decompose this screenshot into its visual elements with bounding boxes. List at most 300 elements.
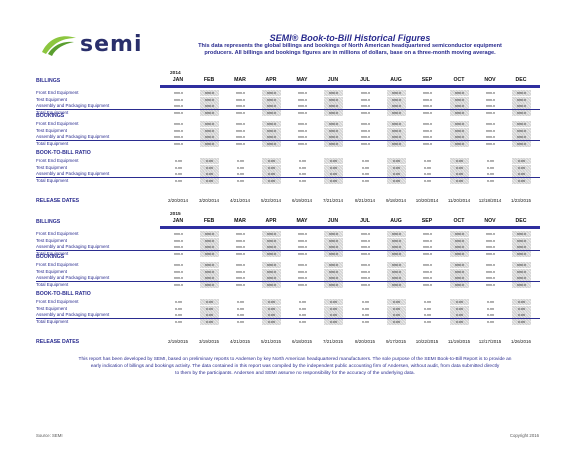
- table-cell: x.xx: [387, 319, 406, 325]
- table-cell: xxx.x: [235, 90, 246, 95]
- table-cell: x.xx: [298, 305, 307, 311]
- table-cell: xxx.x: [262, 90, 281, 96]
- description-line-1: This data represents the global billings and bookings of North American headquartered semiconductor equipment: [198, 43, 502, 49]
- table-cell: xxx.x: [324, 262, 343, 268]
- release-date: 11/19/2015: [447, 339, 471, 344]
- table-cell: xxx.x: [450, 110, 469, 116]
- month-header: MAY: [296, 77, 308, 83]
- table-cell: xxx.x: [512, 121, 531, 127]
- table-cell: x.xx: [387, 171, 406, 177]
- copyright-note: Copyright 2016: [509, 433, 539, 438]
- table-cell: xxx.x: [512, 128, 531, 134]
- release-date: 12/17/2015: [478, 339, 502, 344]
- month-header: MAY: [296, 218, 308, 224]
- row-label: Total Equipment: [36, 281, 69, 287]
- table-cell: xxx.x: [387, 275, 406, 281]
- table-cell: xxx.x: [360, 121, 371, 126]
- row-label: Total Equipment: [36, 109, 69, 115]
- table-cell: x.xx: [361, 312, 370, 317]
- release-date: 2/19/2015: [167, 339, 189, 344]
- release-date: 4/21/2015: [229, 339, 251, 344]
- table-cell: xxx.x: [235, 134, 246, 139]
- month-header: SEP: [421, 77, 433, 83]
- table-cell: xxx.x: [200, 275, 219, 281]
- table-cell: xxx.x: [200, 238, 219, 244]
- year-label: 2014: [170, 71, 181, 76]
- row-label: Front End Equipment: [36, 158, 79, 163]
- table-cell: xxx.x: [297, 262, 308, 267]
- table-cell: xxx.x: [360, 96, 371, 102]
- table-cell: x.xx: [512, 312, 531, 318]
- table-cell: x.xx: [423, 158, 432, 163]
- table-cell: xxx.x: [485, 140, 496, 146]
- table-cell: x.xx: [486, 318, 495, 324]
- month-header: JUN: [327, 77, 339, 83]
- table-cell: xxx.x: [360, 127, 371, 133]
- table-cell: xxx.x: [360, 250, 371, 256]
- table-cell: xxx.x: [387, 238, 406, 244]
- table-cell: x.xx: [361, 305, 370, 311]
- table-cell: xxx.x: [422, 90, 433, 95]
- row-label: Test Equipment: [36, 305, 68, 311]
- table-cell: xxx.x: [387, 97, 406, 103]
- page-title: SEMI® Book-to-Bill Historical Figures: [269, 33, 431, 43]
- row-label: Front End Equipment: [36, 231, 79, 236]
- table-cell: x.xx: [361, 164, 370, 170]
- table-cell: x.xx: [200, 312, 219, 318]
- row-label: Assembly and Packaging Equipment: [36, 244, 110, 249]
- table-cell: xxx.x: [422, 231, 433, 236]
- table-cell: xxx.x: [262, 244, 281, 250]
- row-label: Test Equipment: [36, 96, 68, 102]
- table-cell: xxx.x: [387, 282, 406, 288]
- table-cell: xxx.x: [297, 281, 308, 287]
- table-cell: xxx.x: [324, 128, 343, 134]
- table-cell: xxx.x: [485, 231, 496, 236]
- table-row: [0, 128, 585, 134]
- year-label: 2015: [170, 212, 181, 217]
- table-cell: x.xx: [324, 171, 343, 177]
- table-cell: xxx.x: [262, 275, 281, 281]
- table-row: [0, 97, 585, 103]
- table-cell: x.xx: [262, 165, 281, 171]
- table-cell: xxx.x: [512, 238, 531, 244]
- table-cell: xxx.x: [200, 121, 219, 127]
- table-cell: xxx.x: [485, 262, 496, 267]
- table-cell: x.xx: [174, 164, 183, 170]
- table-cell: xxx.x: [324, 269, 343, 275]
- release-date: 1/26/2016: [510, 339, 532, 344]
- table-cell: x.xx: [236, 305, 245, 311]
- table-cell: xxx.x: [485, 275, 496, 280]
- table-cell: xxx.x: [262, 269, 281, 275]
- table-cell: xxx.x: [512, 141, 531, 147]
- table-cell: x.xx: [236, 158, 245, 163]
- table-cell: x.xx: [486, 171, 495, 176]
- semi-swoosh-icon: [40, 32, 78, 58]
- table-row: [0, 306, 585, 312]
- table-cell: xxx.x: [450, 251, 469, 257]
- table-cell: xxx.x: [324, 231, 343, 237]
- table-cell: xxx.x: [387, 121, 406, 127]
- row-label: Assembly and Packaging Equipment: [36, 103, 110, 108]
- table-cell: xxx.x: [512, 103, 531, 109]
- table-cell: xxx.x: [512, 231, 531, 237]
- table-cell: xxx.x: [422, 281, 433, 287]
- table-cell: x.xx: [486, 177, 495, 183]
- table-cell: xxx.x: [173, 90, 184, 95]
- table-cell: xxx.x: [450, 238, 469, 244]
- table-cell: xxx.x: [200, 269, 219, 275]
- month-header: AUG: [390, 77, 402, 83]
- report-header: [185, 33, 515, 57]
- table-row: [0, 275, 585, 281]
- table-cell: xxx.x: [422, 268, 433, 274]
- table-cell: xxx.x: [422, 244, 433, 249]
- table-cell: x.xx: [298, 171, 307, 176]
- row-label: Assembly and Packaging Equipment: [36, 312, 110, 317]
- table-cell: xxx.x: [297, 90, 308, 95]
- table-cell: xxx.x: [324, 103, 343, 109]
- table-cell: x.xx: [236, 164, 245, 170]
- table-cell: x.xx: [387, 158, 406, 164]
- row-label: Assembly and Packaging Equipment: [36, 134, 110, 139]
- release-date: 5/22/2014: [260, 198, 282, 203]
- table-cell: xxx.x: [200, 262, 219, 268]
- table-cell: xxx.x: [450, 121, 469, 127]
- table-cell: xxx.x: [422, 121, 433, 126]
- table-row: [0, 244, 585, 250]
- table-cell: x.xx: [450, 158, 469, 164]
- table-cell: xxx.x: [262, 134, 281, 140]
- month-header: NOV: [484, 218, 496, 224]
- table-cell: xxx.x: [200, 97, 219, 103]
- table-cell: x.xx: [174, 299, 183, 304]
- release-date: 7/21/2014: [322, 198, 344, 203]
- table-cell: xxx.x: [262, 121, 281, 127]
- month-header: FEB: [203, 218, 215, 224]
- table-cell: xxx.x: [422, 140, 433, 146]
- table-cell: x.xx: [512, 165, 531, 171]
- table-cell: xxx.x: [387, 231, 406, 237]
- table-cell: xxx.x: [360, 90, 371, 95]
- table-row: [0, 103, 585, 109]
- table-cell: x.xx: [262, 319, 281, 325]
- row-label: Test Equipment: [36, 268, 68, 274]
- table-cell: xxx.x: [235, 96, 246, 102]
- table-cell: xxx.x: [512, 251, 531, 257]
- table-row: [0, 282, 585, 288]
- table-cell: xxx.x: [262, 110, 281, 116]
- table-cell: x.xx: [361, 318, 370, 324]
- table-row: [0, 299, 585, 305]
- table-cell: xxx.x: [324, 97, 343, 103]
- month-header: SEP: [421, 218, 433, 224]
- table-cell: xxx.x: [485, 96, 496, 102]
- table-cell: xxx.x: [235, 103, 246, 108]
- table-cell: x.xx: [236, 299, 245, 304]
- table-cell: xxx.x: [324, 238, 343, 244]
- month-header: FEB: [203, 77, 215, 83]
- table-cell: xxx.x: [200, 141, 219, 147]
- table-cell: xxx.x: [262, 262, 281, 268]
- table-cell: xxx.x: [235, 262, 246, 267]
- disclaimer: [60, 356, 530, 377]
- table-cell: xxx.x: [485, 244, 496, 249]
- release-date: 6/19/2014: [291, 198, 313, 203]
- table-cell: xxx.x: [485, 127, 496, 133]
- table-cell: xxx.x: [262, 128, 281, 134]
- table-cell: xxx.x: [387, 251, 406, 257]
- release-date: 8/21/2014: [354, 198, 376, 203]
- month-header: MAR: [234, 218, 246, 224]
- table-cell: xxx.x: [512, 262, 531, 268]
- table-cell: xxx.x: [450, 141, 469, 147]
- table-cell: x.xx: [200, 319, 219, 325]
- row-label: Front End Equipment: [36, 121, 79, 126]
- month-header: NOV: [484, 77, 496, 83]
- table-cell: x.xx: [423, 305, 432, 311]
- table-cell: x.xx: [423, 164, 432, 170]
- table-row: [0, 134, 585, 140]
- table-cell: xxx.x: [235, 231, 246, 236]
- table-row: [0, 178, 585, 184]
- table-row: [0, 141, 585, 147]
- table-cell: xxx.x: [324, 251, 343, 257]
- table-row: [0, 251, 585, 257]
- table-cell: x.xx: [174, 171, 183, 176]
- table-cell: xxx.x: [173, 231, 184, 236]
- table-cell: xxx.x: [297, 244, 308, 249]
- table-cell: xxx.x: [262, 251, 281, 257]
- table-cell: x.xx: [262, 306, 281, 312]
- semi-logo: [40, 30, 150, 58]
- section-label-ratio: BOOK-TO-BILL RATIO: [36, 291, 91, 297]
- table-row: [0, 269, 585, 275]
- table-cell: x.xx: [236, 171, 245, 176]
- table-cell: xxx.x: [173, 268, 184, 274]
- table-cell: xxx.x: [360, 262, 371, 267]
- table-cell: xxx.x: [173, 96, 184, 102]
- table-cell: x.xx: [423, 318, 432, 324]
- table-cell: x.xx: [512, 299, 531, 305]
- row-label: Total Equipment: [36, 250, 69, 256]
- table-cell: x.xx: [298, 164, 307, 170]
- row-label: Front End Equipment: [36, 262, 79, 267]
- table-cell: xxx.x: [235, 244, 246, 249]
- table-cell: xxx.x: [485, 103, 496, 108]
- table-row: [0, 231, 585, 237]
- table-cell: xxx.x: [450, 269, 469, 275]
- row-label: Assembly and Packaging Equipment: [36, 275, 110, 280]
- table-cell: xxx.x: [297, 250, 308, 256]
- table-cell: xxx.x: [512, 244, 531, 250]
- table-cell: x.xx: [324, 299, 343, 305]
- release-dates-row: [0, 339, 585, 346]
- month-header: JUL: [360, 218, 370, 224]
- table-cell: xxx.x: [173, 281, 184, 287]
- table-row: [0, 319, 585, 325]
- table-cell: x.xx: [387, 299, 406, 305]
- table-cell: xxx.x: [387, 90, 406, 96]
- release-date: 9/17/2015: [385, 339, 407, 344]
- table-row: [0, 171, 585, 177]
- row-label: Total Equipment: [36, 318, 69, 324]
- table-cell: x.xx: [361, 158, 370, 163]
- table-cell: xxx.x: [360, 244, 371, 249]
- release-date: 10/22/2015: [415, 339, 439, 344]
- table-cell: x.xx: [486, 158, 495, 163]
- table-cell: xxx.x: [387, 134, 406, 140]
- table-cell: xxx.x: [297, 268, 308, 274]
- table-cell: xxx.x: [324, 121, 343, 127]
- table-cell: x.xx: [298, 177, 307, 183]
- month-header: JUL: [360, 77, 370, 83]
- table-cell: xxx.x: [235, 250, 246, 256]
- table-cell: xxx.x: [200, 103, 219, 109]
- table-cell: x.xx: [423, 171, 432, 176]
- table-cell: xxx.x: [387, 110, 406, 116]
- table-cell: xxx.x: [450, 134, 469, 140]
- release-date: 2/20/2014: [167, 198, 189, 203]
- month-header-row: [0, 77, 585, 85]
- table-cell: x.xx: [361, 171, 370, 176]
- table-cell: xxx.x: [297, 140, 308, 146]
- table-cell: xxx.x: [360, 134, 371, 139]
- table-cell: x.xx: [387, 178, 406, 184]
- release-date: 6/18/2015: [291, 339, 313, 344]
- table-cell: x.xx: [512, 306, 531, 312]
- table-cell: x.xx: [236, 312, 245, 317]
- table-cell: xxx.x: [200, 128, 219, 134]
- release-date: 8/20/2015: [354, 339, 376, 344]
- month-header: AUG: [390, 218, 402, 224]
- logo-wordmark: semi: [80, 32, 143, 57]
- table-cell: x.xx: [200, 171, 219, 177]
- table-cell: x.xx: [387, 306, 406, 312]
- disclaimer-line-3: to them by the participants. Andersen and SEMI assume no responsibility for the accuracy of the underlying data.: [175, 371, 415, 376]
- table-cell: x.xx: [324, 312, 343, 318]
- table-row: [0, 110, 585, 116]
- table-cell: xxx.x: [360, 237, 371, 243]
- table-cell: xxx.x: [200, 90, 219, 96]
- table-cell: xxx.x: [324, 90, 343, 96]
- table-cell: xxx.x: [297, 121, 308, 126]
- table-cell: xxx.x: [450, 128, 469, 134]
- table-row: [0, 312, 585, 318]
- table-cell: x.xx: [450, 178, 469, 184]
- table-cell: xxx.x: [235, 281, 246, 287]
- table-cell: xxx.x: [512, 282, 531, 288]
- table-cell: xxx.x: [360, 231, 371, 236]
- table-cell: x.xx: [324, 178, 343, 184]
- table-cell: xxx.x: [235, 275, 246, 280]
- month-header: APR: [265, 77, 277, 83]
- table-cell: xxx.x: [450, 90, 469, 96]
- release-date: 7/21/2015: [322, 339, 344, 344]
- disclaimer-line-1: This report has been developed by SEMI, based on preliminary reports to Andersen by key North American headquartered manufacturers. The sole purpose of the SEMI Book-to-Bill Report is to provide an: [78, 357, 512, 362]
- release-date: 10/20/2014: [415, 198, 439, 203]
- table-cell: xxx.x: [422, 237, 433, 243]
- table-cell: xxx.x: [422, 275, 433, 280]
- table-row: [0, 165, 585, 171]
- table-cell: x.xx: [236, 318, 245, 324]
- table-cell: x.xx: [387, 165, 406, 171]
- table-cell: xxx.x: [512, 90, 531, 96]
- table-cell: xxx.x: [200, 110, 219, 116]
- section-label-bookings: BOOKINGS: [36, 113, 65, 119]
- row-label: Test Equipment: [36, 164, 68, 170]
- table-cell: xxx.x: [360, 140, 371, 146]
- table-cell: xxx.x: [422, 96, 433, 102]
- release-date: 5/21/2015: [260, 339, 282, 344]
- table-cell: x.xx: [262, 178, 281, 184]
- table-cell: x.xx: [298, 299, 307, 304]
- section-label-release-dates: RELEASE DATES: [36, 198, 80, 204]
- table-cell: xxx.x: [262, 103, 281, 109]
- table-cell: xxx.x: [512, 275, 531, 281]
- month-header: OCT: [453, 218, 465, 224]
- table-cell: xxx.x: [235, 121, 246, 126]
- table-cell: xxx.x: [297, 237, 308, 243]
- table-cell: xxx.x: [235, 268, 246, 274]
- table-cell: x.xx: [512, 319, 531, 325]
- table-cell: xxx.x: [485, 121, 496, 126]
- table-cell: xxx.x: [387, 128, 406, 134]
- table-cell: xxx.x: [485, 281, 496, 287]
- table-cell: xxx.x: [235, 109, 246, 115]
- row-label: Test Equipment: [36, 237, 68, 243]
- table-cell: xxx.x: [450, 275, 469, 281]
- table-cell: xxx.x: [387, 262, 406, 268]
- table-cell: xxx.x: [360, 103, 371, 108]
- month-header: OCT: [453, 77, 465, 83]
- description-line-2: producers. All billings and bookings figures are in millions of dollars, base on a three-month moving average.: [204, 50, 496, 56]
- table-cell: xxx.x: [450, 244, 469, 250]
- table-cell: x.xx: [174, 305, 183, 311]
- table-cell: x.xx: [298, 158, 307, 163]
- table-cell: xxx.x: [173, 275, 184, 280]
- table-cell: x.xx: [450, 306, 469, 312]
- table-cell: x.xx: [450, 299, 469, 305]
- table-cell: xxx.x: [485, 268, 496, 274]
- table-cell: xxx.x: [450, 97, 469, 103]
- table-cell: x.xx: [450, 171, 469, 177]
- table-row: [0, 90, 585, 96]
- section-label-release-dates: RELEASE DATES: [36, 339, 80, 345]
- release-date: 1/23/2015: [510, 198, 532, 203]
- table-cell: x.xx: [450, 312, 469, 318]
- table-cell: x.xx: [200, 158, 219, 164]
- table-cell: x.xx: [174, 312, 183, 317]
- table-cell: xxx.x: [297, 127, 308, 133]
- table-cell: x.xx: [450, 165, 469, 171]
- table-cell: x.xx: [324, 158, 343, 164]
- table-row: [0, 121, 585, 127]
- table-cell: xxx.x: [387, 103, 406, 109]
- table-cell: x.xx: [200, 299, 219, 305]
- row-label: Test Equipment: [36, 127, 68, 133]
- table-cell: xxx.x: [200, 282, 219, 288]
- section-label-ratio: BOOK-TO-BILL RATIO: [36, 150, 91, 156]
- table-cell: xxx.x: [512, 110, 531, 116]
- table-cell: xxx.x: [422, 103, 433, 108]
- month-header: MAR: [234, 77, 246, 83]
- table-cell: xxx.x: [173, 134, 184, 139]
- table-cell: xxx.x: [324, 282, 343, 288]
- table-cell: xxx.x: [297, 275, 308, 280]
- table-cell: xxx.x: [360, 268, 371, 274]
